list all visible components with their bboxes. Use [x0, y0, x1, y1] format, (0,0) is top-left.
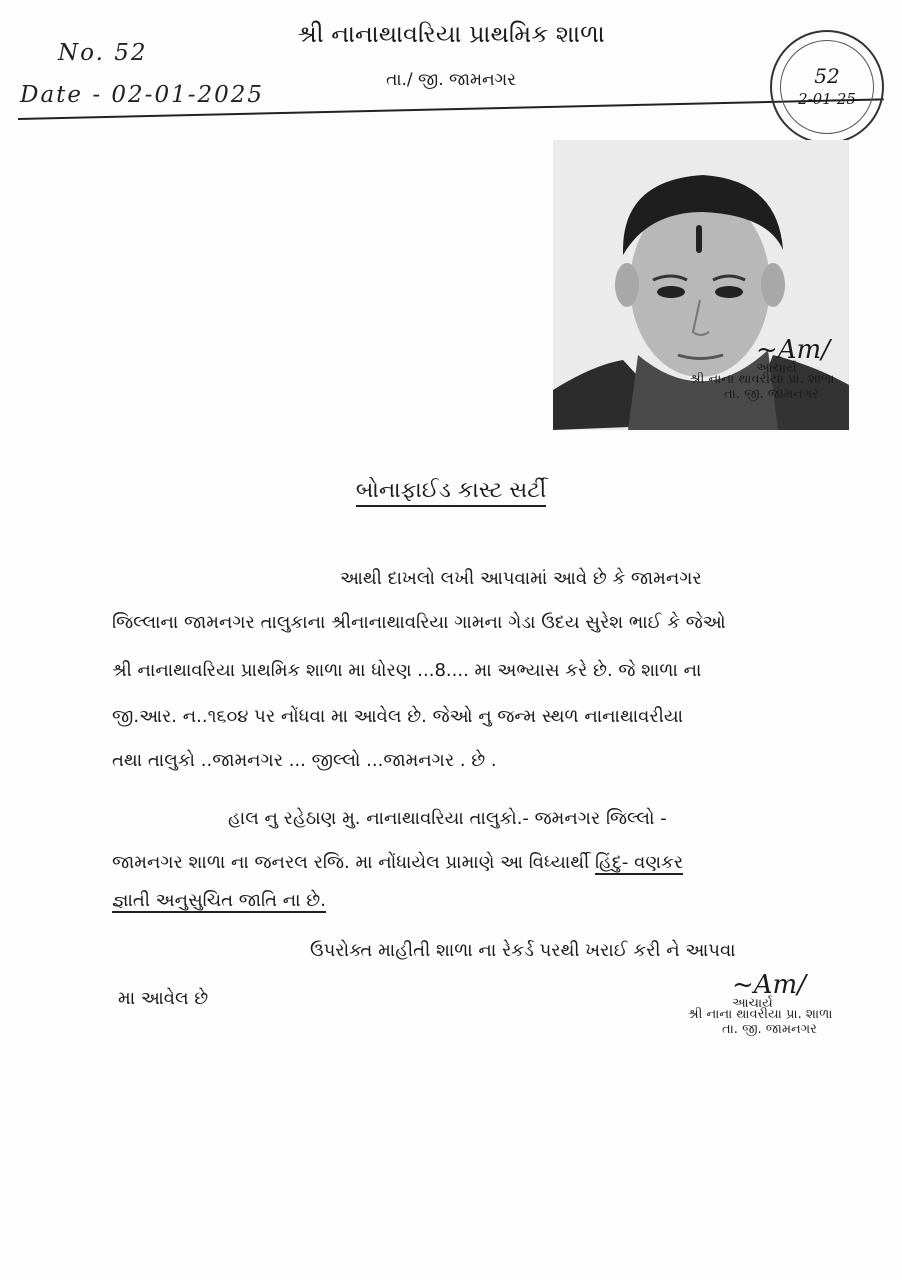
school-address: તા./ જી. જામનગર [386, 70, 516, 90]
stamp-school: શ્રી નાના થાવરીયા પ્રા. શાળા [688, 1007, 833, 1022]
photo-attestation [690, 335, 834, 402]
body-line-2: જિલ્લાના જામનગર તાલુકાના શ્રીનાનાથાવરિયા ગામના ગેડા ઉદય સુરેશ ભાઈ કે જેઓ [112, 612, 726, 633]
body-line-9: ઉપરોક્ત માહીતી શાળા ના રેકર્ડ પરથી ખરાઈ કરી ને આપવા [310, 940, 736, 961]
caste-category: જ્ઞાતી અનુસુચિત જાતિ ના છે. [112, 890, 326, 911]
caste-religion: હિંદુ- વણકર [594, 852, 684, 873]
principal-signature-block [688, 970, 832, 1037]
issue-date: Date - 02-01-2025 [20, 82, 265, 108]
stamp-district: તા. જી. જામનગર [722, 1022, 817, 1037]
photo-stamp-school: શ્રી નાના થાવરીયા પ્રા. શાળા [690, 372, 835, 387]
body-line-3: શ્રી નાનાથાવરિયા પ્રાથમિક શાળા મા ધોરણ ...8.... મા અભ્યાસ કરે છે. જે શાળા ના [112, 660, 702, 681]
principal-signature: ~Am/ [732, 970, 806, 1000]
school-seal [770, 30, 884, 144]
signatory-title: આચાર્ય [732, 996, 773, 1011]
body-line-5: તથા તાલુકો ..જામનગર ... જીલ્લો ...જામનગર . છે . [112, 750, 497, 771]
body-line-6: હાલ નુ રહેઠાણ મુ. નાનાથાવરિયા તાલુકો.- જમનગર જિલ્લો - [228, 808, 667, 829]
school-name: શ્રી નાનાથાવરિયા પ્રાથમિક શાળા [297, 20, 605, 48]
body-line-10: મા આવેલ છે [118, 988, 209, 1009]
body-line-4: જી.આર. ન..૧૬૦૪ પર નોંધવા મા આવેલ છે. જેઓ નુ જન્મ સ્થળ નાનાથાવરીયા [112, 706, 683, 727]
body-line-7 [112, 852, 683, 873]
certificate-title [0, 478, 902, 503]
photo-stamp-district: તા. જી. જામનગર [724, 387, 819, 402]
seal-number: 52 [814, 64, 840, 88]
photo-signature: ~Am/ [756, 335, 830, 365]
certificate-title-text: બોનાફાઈડ કાસ્ટ સર્ટી [356, 478, 547, 507]
body-line-7-text: જામનગર શાળા ના જનરલ રજિ. મા નોંધાયેલ પ્રામાણે આ વિધ્યાર્થી [112, 852, 595, 873]
body-line-1: આથી દાખલો લખી આપવામાં આવે છે કે જામનગર [340, 568, 702, 589]
body-line-8 [112, 890, 326, 911]
photo-signatory-title: આચાર્ય [756, 361, 797, 376]
seal-date: 2-01-25 [798, 90, 856, 108]
reference-number: No. 52 [58, 40, 148, 66]
